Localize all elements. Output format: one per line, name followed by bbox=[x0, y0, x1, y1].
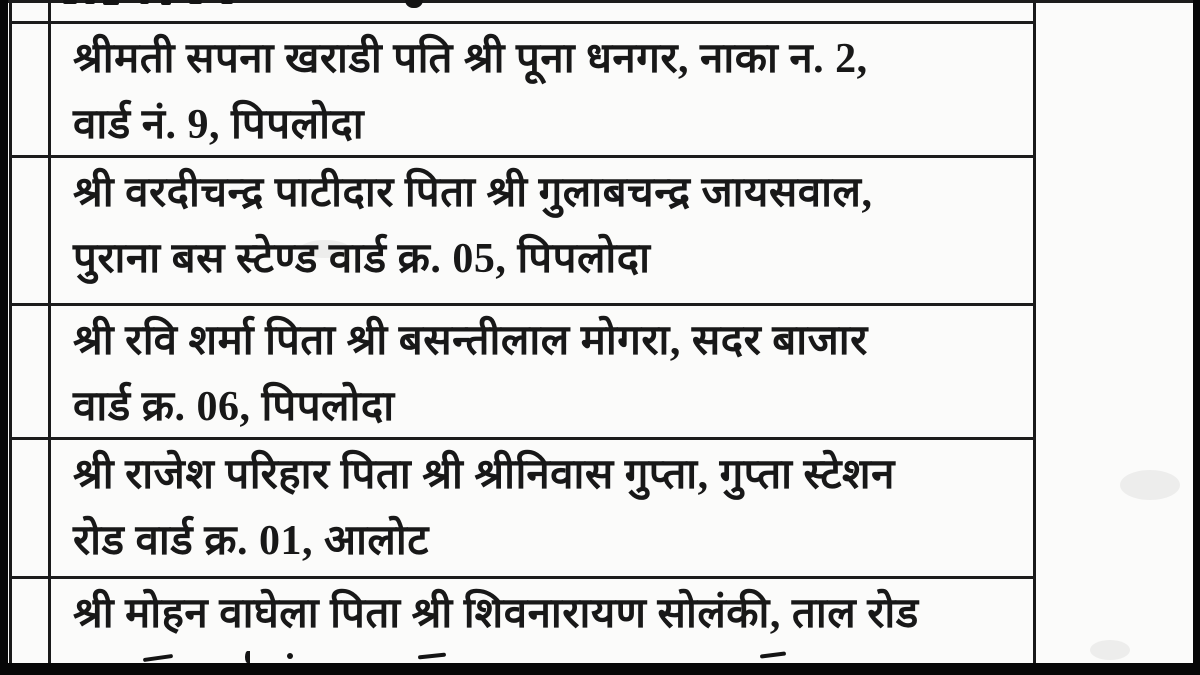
row-separator bbox=[9, 21, 1036, 24]
table-left-border bbox=[9, 0, 12, 675]
entry-line-1: श्री मोहन वाघेला पिता श्री शिवनारायण सोलंकी, ताल रोड bbox=[73, 591, 919, 637]
table-row bbox=[51, 579, 1033, 675]
row-separator bbox=[9, 437, 1036, 440]
entry-line-2: रोड वार्ड क्र. 01, आलोट bbox=[73, 518, 429, 564]
row-separator bbox=[9, 155, 1036, 158]
clipped-text-fragment bbox=[245, 651, 250, 663]
top-edge-rule bbox=[0, 0, 1200, 3]
clipped-text-fragment bbox=[405, 0, 423, 8]
main-column-right-border bbox=[1033, 0, 1036, 675]
entry-line-2: पुराना बस स्टेण्ड वार्ड क्र. 05, पिपलोदा bbox=[73, 236, 651, 282]
entry-line-1: श्री राजेश परिहार पिता श्री श्रीनिवास गुप्ता, गुप्ता स्टेशन bbox=[73, 452, 895, 498]
table-row bbox=[51, 306, 1033, 437]
scan-edge-right bbox=[1193, 0, 1200, 675]
clipped-text-fragment bbox=[221, 0, 233, 4]
row-separator bbox=[9, 303, 1036, 306]
table-row bbox=[51, 440, 1033, 576]
scan-edge-left bbox=[0, 0, 8, 675]
entry-line-1: श्री रवि शर्मा पिता श्री बसन्तीलाल मोगरा, सदर बाजार bbox=[73, 318, 868, 364]
entry-line-2: वार्ड क्र. 06, पिपलोदा bbox=[73, 384, 395, 430]
clipped-text-fragment bbox=[63, 0, 77, 4]
entry-line-2: वार्ड नं. 9, पिपलोदा bbox=[73, 102, 365, 148]
clipped-text-fragment bbox=[103, 0, 119, 5]
clipped-text-fragment bbox=[161, 0, 171, 5]
scan-smudge bbox=[1120, 470, 1180, 500]
table-row bbox=[51, 24, 1033, 155]
entry-line-1: श्री वरदीचन्द्र पाटीदार पिता श्री गुलाबचन्द्र जायसवाल, bbox=[73, 170, 873, 216]
clipped-text-fragment bbox=[287, 653, 293, 659]
clipped-text-fragment bbox=[189, 0, 202, 4]
serial-column-divider bbox=[48, 0, 51, 675]
table-row bbox=[51, 158, 1033, 303]
scan-smudge bbox=[1090, 640, 1130, 660]
row-separator bbox=[9, 576, 1036, 579]
clipped-text-fragment bbox=[140, 0, 149, 4]
clipped-text-fragment bbox=[85, 0, 95, 4]
scan-edge-bottom bbox=[0, 663, 1200, 675]
entry-line-1: श्रीमती सपना खराडी पति श्री पूना धनगर, नाका न. 2, bbox=[73, 36, 868, 82]
